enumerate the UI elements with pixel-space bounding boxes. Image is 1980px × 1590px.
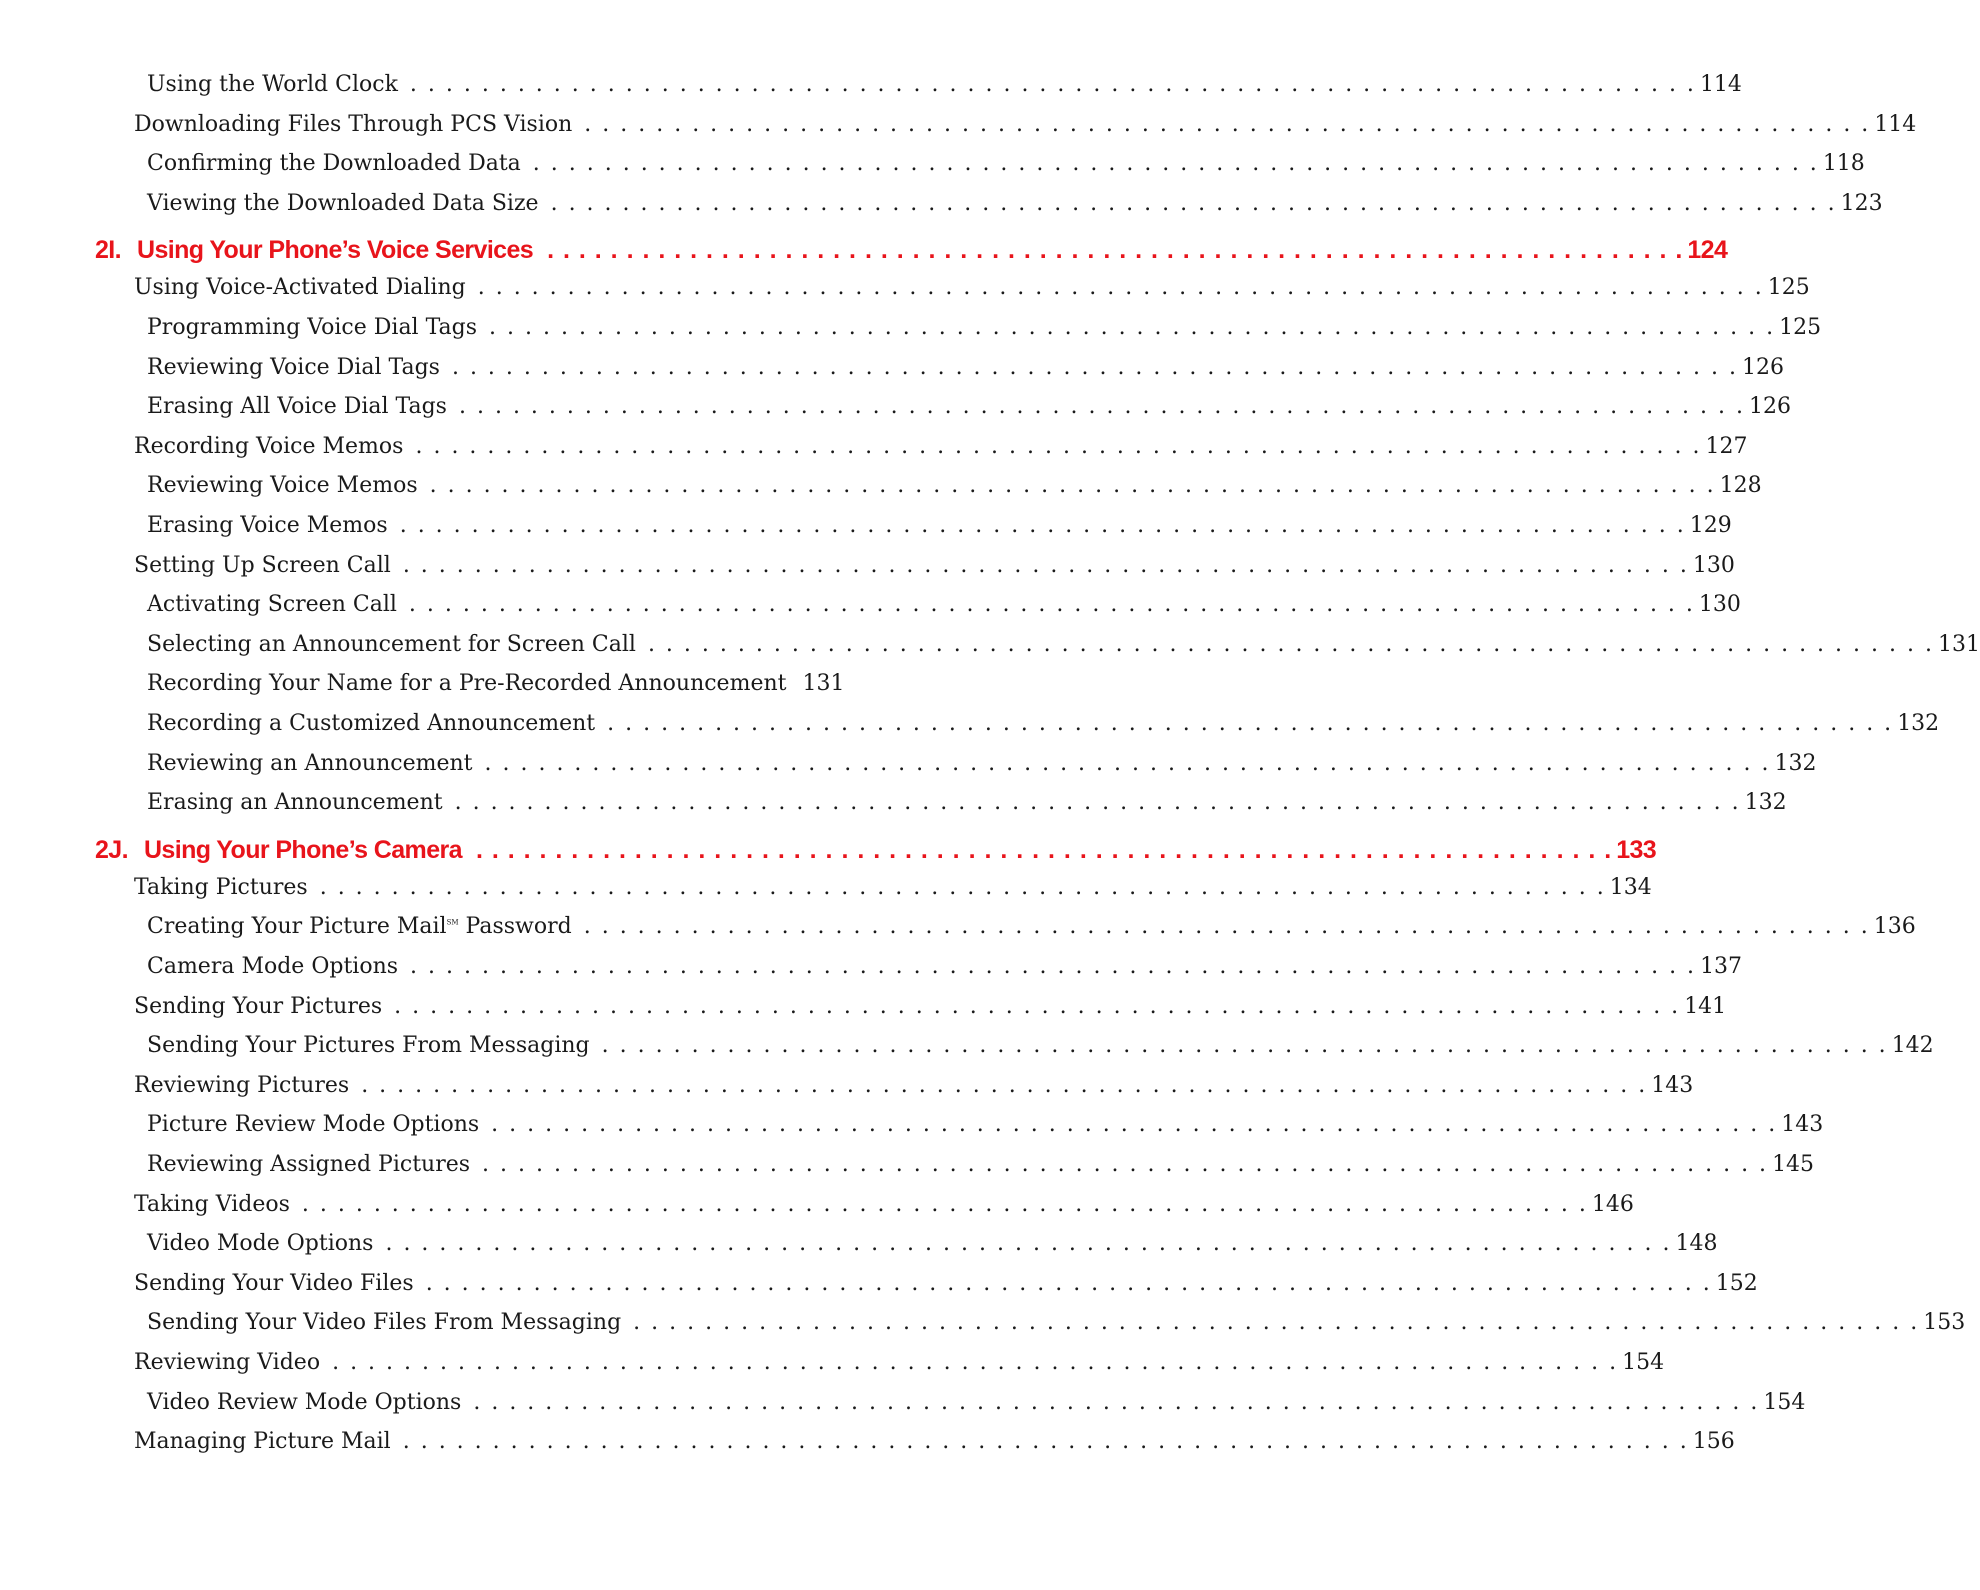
toc-entry[interactable] [147, 671, 845, 697]
toc-entry-label-text: Reviewing Pictures [134, 1072, 350, 1098]
dot-leader: . . . . . . . . . . . . . . . . . . . . . . . . . . . . . . . . . . . . . . . . . . . . . . . . . . . . . . . . . . . . . . . . . . . . . . . . [473, 1389, 1760, 1415]
toc-entry-label [134, 1429, 391, 1454]
toc-entry[interactable] [147, 394, 1792, 420]
toc-entry-label [134, 434, 403, 459]
dot-leader: . . . . . . . . . . . . . . . . . . . . . . . . . . . . . . . . . . . . . . . . . . . . . . . . . . . . . . . . . . . . . . . . . . . . . . . . [547, 236, 1684, 265]
toc-entry-label-text: Confirming the Downloaded Data [147, 151, 521, 177]
toc-entry-label-text: Taking Pictures [134, 874, 308, 900]
toc-section-heading[interactable] [95, 236, 1728, 265]
dot-leader: . . . . . . . . . . . . . . . . . . . . . . . . . . . . . . . . . . . . . . . . . . . . . . . . . . . . . . . . . . . . . . . . . . . . . . . . [425, 1270, 1712, 1296]
dot-leader: . . . . . . . . . . . . . . . . . . . . . . . . . . . . . . . . . . . . . . . . . . . . . . . . . . . . . . . . . . . . . . . . . . . . . . . . [451, 354, 1738, 380]
dot-leader: . . . . . . . . . . . . . . . . . . . . . . . . . . . . . . . . . . . . . . . . . . . . . . . . . . . . . . . . . . . . . . . . . . . . . . . . [532, 151, 1819, 177]
toc-entry-label-text: Using Your Phone’s Voice Services [137, 236, 534, 265]
toc-page-number: 126 [1749, 394, 1792, 420]
toc-entry-label [147, 751, 473, 776]
toc-entry-label [147, 632, 636, 657]
toc-entry-label-text: Taking Videos [134, 1191, 290, 1217]
dot-leader: . . . . . . . . . . . . . . . . . . . . . . . . . . . . . . . . . . . . . . . . . . . . . . . . . . . . . . . . . . . . . . . . . . . . . . . . [491, 1112, 1778, 1138]
toc-entry-label [147, 394, 447, 419]
toc-entry-label [147, 954, 398, 979]
toc-page-number: 156 [1692, 1429, 1735, 1455]
toc-entry[interactable] [147, 315, 1822, 340]
toc-page-number: 137 [1700, 954, 1743, 979]
dot-leader: . . . . . . . . . . . . . . . . . . . . . . . . . . . . . . . . . . . . . . . . . . . . . . . . . . . . . . . . . . . . . . . . . . . . . . . . [399, 513, 1686, 538]
toc-page-number: 133 [1616, 835, 1657, 864]
toc-entry-label-text: Reviewing Video [134, 1350, 321, 1375]
toc-entry-label [147, 1152, 470, 1177]
toc-entry-label-text: Recording Voice Memos [134, 433, 404, 459]
toc-entry-label-text: Camera Mode Options [147, 954, 399, 979]
dot-leader: . . . . . . . . . . . . . . . . . . . . . . . . . . . . . . . . . . . . . . . . . . . . . . . . . . . . . . . . . . . . . . . . . . . . . . . . [454, 790, 1741, 816]
toc-page-number: 154 [1622, 1350, 1665, 1375]
dot-leader: . . . . . . . . . . . . . . . . . . . . . . . . . . . . . . . . . . . . . . . . . . . . . . . . . . . . . . . . . . . . . . . . . . . . . . . . [489, 315, 1776, 340]
toc-page-number: 146 [1591, 1191, 1634, 1217]
dot-leader: . . . . . . . . . . . . . . . . . . . . . . . . . . . . . . . . . . . . . . . . . . . . . . . . . . . . . . . . . . . . . . . . . . . . . . . . [361, 1072, 1648, 1098]
toc-page-number: 134 [1609, 874, 1652, 900]
dot-leader: . . . . . . . . . . . . . . . . . . . . . . . . . . . . . . . . . . . . . . . . . . . . . . . . . . . . . . . . . . . . . . . . . . . . . . . . [607, 711, 1894, 736]
toc-entry[interactable] [134, 111, 1917, 137]
toc-entry-label-text: Erasing Voice Memos [147, 513, 388, 538]
toc-entry-label [147, 914, 572, 939]
toc-page-number: 114 [1874, 111, 1917, 137]
toc-entry[interactable] [147, 151, 1865, 177]
toc-page-number: 143 [1781, 1112, 1824, 1138]
toc-entry-label [134, 112, 572, 137]
toc-entry-label-text: Sending Your Pictures From Messaging [147, 1033, 590, 1059]
toc-entry[interactable] [134, 1429, 1735, 1455]
toc-page-number: 132 [1744, 790, 1787, 816]
toc-entry-label [134, 275, 466, 300]
toc-entry[interactable] [147, 592, 1741, 618]
toc-entry-label [147, 1310, 621, 1335]
toc-entry[interactable] [147, 1231, 1718, 1257]
toc-entry-label-text: Sending Your Pictures [134, 993, 383, 1019]
toc-entry-label-text: Erasing an Announcement [147, 790, 443, 816]
toc-entry-label-text: Reviewing Assigned Pictures [147, 1152, 471, 1177]
toc-entry[interactable] [147, 1112, 1824, 1138]
toc-entry-label-text: Creating Your Picture Mail [147, 914, 447, 940]
dot-leader: . . . . . . . . . . . . . . . . . . . . . . . . . . . . . . . . . . . . . . . . . . . . . . . . . . . . . . . . . . . . . . . . . . . . . . . . [409, 72, 1696, 97]
toc-entry[interactable] [147, 513, 1732, 538]
toc-entry[interactable] [147, 354, 1784, 380]
toc-page-number: 154 [1763, 1389, 1806, 1415]
toc-entry[interactable] [147, 1310, 1966, 1336]
toc-entry-label [134, 994, 382, 1019]
dot-leader: . . . . . . . . . . . . . . . . . . . . . . . . . . . . . . . . . . . . . . . . . . . . . . . . . . . . . . . . . . . . . . . . . . . . . . . . [550, 190, 1837, 216]
dot-leader: . . . . . . . . . . . . . . . . . . . . . . . . . . . . . . . . . . . . . . . . . . . . . . . . . . . . . . . . . . . . . . . . . . . . . . . . [385, 1231, 1672, 1257]
toc-section-number: 2I. [95, 236, 121, 265]
dot-leader: . . . . . . . . . . . . . . . . . . . . . . . . . . . . . . . . . . . . . . . . . . . . . . . . . . . . . . . . . . . . . . . . . . . . . . . . [319, 874, 1606, 900]
toc-entry[interactable] [134, 874, 1652, 900]
toc-section-number: 2J. [95, 835, 128, 864]
toc-entry-label-text: Downloading Files Through PCS Vision [134, 111, 573, 137]
toc-page-number: 131 [1937, 631, 1980, 657]
dot-leader: . . . . . . . . . . . . . . . . . . . . . . . . . . . . . . . . . . . . . . . . . . . . . . . . . . . . . . . . . . . . . . . . . . . . . . . . [301, 1191, 1588, 1217]
dot-leader: . . . . . . . . . . . . . . . . . . . . . . . . . . . . . . . . . . . . . . . . . . . . . . . . . . . . . . . . . . . . . . . . . . . . . . . . [633, 1310, 1920, 1336]
dot-leader: . . . . . . . . . . . . . . . . . . . . . . . . . . . . . . . . . . . . . . . . . . . . . . . . . . . . . . . . . . . . . . . . . . . . . . . . [429, 473, 1716, 499]
toc-page-number: 114 [1699, 72, 1742, 97]
toc-entry[interactable] [147, 1033, 1934, 1059]
toc-entry[interactable] [147, 790, 1787, 816]
toc-entry[interactable] [147, 711, 1940, 736]
toc-page-number: 152 [1715, 1270, 1758, 1296]
toc-entry-label-text: Sending Your Video Files [134, 1270, 414, 1296]
toc-entry-label-text: Erasing All Voice Dial Tags [147, 394, 447, 420]
toc-entry-label [134, 1350, 320, 1375]
toc-page-number: 130 [1698, 592, 1741, 618]
toc-page-number: 145 [1772, 1152, 1815, 1177]
toc-entry-label [147, 1033, 590, 1058]
toc-page-number: 125 [1779, 315, 1822, 340]
toc-page-number: 129 [1689, 513, 1732, 538]
toc-entry-label [147, 315, 477, 340]
toc-entry[interactable] [134, 993, 1727, 1019]
toc-entry-label [137, 236, 533, 265]
toc-entry-label-text: Picture Review Mode Options [147, 1112, 480, 1138]
toc-page-number: 126 [1741, 354, 1784, 380]
toc-entry[interactable] [134, 552, 1735, 578]
toc-entry-label-text: Using Voice-Activated Dialing [134, 275, 466, 301]
toc-page-number: 127 [1705, 433, 1748, 459]
toc-entry[interactable] [147, 1389, 1806, 1415]
toc-entry[interactable] [134, 275, 1810, 301]
toc-entry[interactable] [134, 433, 1748, 459]
toc-entry-label-text: Activating Screen Call [147, 592, 397, 618]
toc-page-number: 128 [1719, 473, 1762, 499]
toc-entry[interactable] [147, 72, 1742, 97]
dot-leader: . . . . . . . . . . . . . . . . . . . . . . . . . . . . . . . . . . . . . . . . . . . . . . . . . . . . . . . . . . . . . . . . . . . . . . . . [410, 954, 1697, 979]
toc-entry[interactable] [134, 1191, 1634, 1217]
toc-entry-label [147, 671, 786, 696]
dot-leader: . . . . . . . . . . . . . . . . . . . . . . . . . . . . . . . . . . . . . . . . . . . . . . . . . . . . . . . . . . . . . . . . . . . . . . . . [415, 433, 1702, 459]
toc-entry-label [147, 151, 521, 176]
toc-entry-label [147, 1112, 479, 1137]
toc-entry[interactable] [147, 750, 1817, 776]
toc-entry-label-text: Video Mode Options [147, 1231, 374, 1257]
toc-entry-label [134, 1073, 349, 1098]
dot-leader: . . . . . . . . . . . . . . . . . . . . . . . . . . . . . . . . . . . . . . . . . . . . . . . . . . . . . . . . . . . . . . . . . . . . . . . . [402, 1429, 1689, 1455]
toc-page-number: 132 [1774, 750, 1817, 776]
dot-leader: . . . . . . . . . . . . . . . . . . . . . . . . . . . . . . . . . . . . . . . . . . . . . . . . . . . . . . . . . . . . . . . . . . . . . . . . [583, 914, 1870, 940]
toc-section-heading[interactable] [95, 835, 1657, 865]
toc-entry-label-text: Viewing the Downloaded Data Size [147, 190, 539, 216]
dot-leader: . . . . . . . . . . . . . . . . . . . . . . . . . . . . . . . . . . . . . . . . . . . . . . . . . . . . . . . . . . . . . . . . . . . . . . . . [647, 631, 1934, 657]
service-mark: SM [446, 919, 459, 928]
toc-entry-label-text: Reviewing an Announcement [147, 750, 473, 776]
toc-entry[interactable] [147, 631, 1980, 657]
dot-leader: . . . . . . . . . . . . . . . . . . . . . . . . . . . . . . . . . . . . . . . . . . . . . . . . . . . . . . . . . . . . . . . . . . . . . . . . [477, 275, 1764, 301]
toc-page-number: 130 [1692, 552, 1735, 578]
toc-entry[interactable] [134, 1270, 1758, 1296]
toc-entry-label [147, 1390, 461, 1415]
toc-entry-label [147, 790, 443, 815]
toc-page-number: 132 [1897, 711, 1940, 736]
toc-entry-label [147, 513, 388, 538]
toc-entry[interactable] [147, 190, 1883, 216]
toc-entry-label-text: Managing Picture Mail [134, 1429, 391, 1455]
toc-page-number: 153 [1923, 1310, 1966, 1336]
dot-leader: . . . . . . . . . . . . . . . . . . . . . . . . . . . . . . . . . . . . . . . . . . . . . . . . . . . . . . . . . . . . . . . . . . . . . . . . [601, 1033, 1888, 1059]
toc-page-number: 118 [1822, 151, 1865, 177]
dot-leader: . . . . . . . . . . . . . . . . . . . . . . . . . . . . . . . . . . . . . . . . . . . . . . . . . . . . . . . . . . . . . . . . . . . . . . . . [458, 394, 1746, 420]
toc-entry[interactable] [147, 914, 1916, 940]
toc-entry-label [147, 1231, 373, 1256]
toc-entry-label-text: Selecting an Announcement for Screen Call [147, 631, 636, 657]
toc-entry[interactable] [147, 954, 1743, 979]
dot-leader: . . . . . . . . . . . . . . . . . . . . . . . . . . . . . . . . . . . . . . . . . . . . . . . . . . . . . . . . . . . . . . . . . . . . . . . . [584, 111, 1871, 137]
toc-entry-label-text: Reviewing Voice Dial Tags [147, 354, 440, 380]
toc-entry-label [147, 592, 397, 617]
toc-entry-label [147, 72, 398, 97]
toc-page-number: 136 [1873, 914, 1916, 940]
toc-page-number: 124 [1687, 236, 1728, 265]
toc-page-number: 142 [1891, 1033, 1934, 1059]
toc-page-number: 123 [1840, 190, 1883, 216]
toc-page-number: 125 [1767, 275, 1810, 301]
dot-leader: . . . . . . . . . . . . . . . . . . . . . . . . . . . . . . . . . . . . . . . . . . . . . . . . . . . . . . . . . . . . . . . . . . . . . . . . [482, 1152, 1769, 1177]
toc-entry-label-text: Programming Voice Dial Tags [147, 315, 478, 340]
dot-leader: . . . . . . . . . . . . . . . . . . . . . . . . . . . . . . . . . . . . . . . . . . . . . . . . . . . . . . . . . . . . . . . . . . . . . . . . [402, 552, 1689, 578]
dot-leader: . . . . . . . . . . . . . . . . . . . . . . . . . . . . . . . . . . . . . . . . . . . . . . . . . . . . . . . . . . . . . . . . . . . . . . . . [484, 750, 1771, 776]
toc-entry-label-text: Sending Your Video Files From Messaging [147, 1310, 622, 1336]
toc-entry-label-text: Using the World Clock [147, 72, 398, 97]
toc-entry-label-text: Recording a Customized Announcement [147, 711, 596, 736]
toc-entry-label-text: Recording Your Name for a Pre-Recorded Announcement [147, 671, 787, 697]
toc-entry-label [134, 1192, 290, 1217]
toc-page-number: 143 [1651, 1072, 1694, 1098]
dot-leader: . . . . . . . . . . . . . . . . . . . . . . . . . . . . . . . . . . . . . . . . . . . . . . . . . . . . . . . . . . . . . . . . . . . . . . . . [332, 1350, 1619, 1375]
toc-entry[interactable] [134, 1350, 1665, 1375]
toc-entry-label-text: Using Your Phone’s Camera [143, 835, 462, 864]
dot-leader: . . . . . . . . . . . . . . . . . . . . . . . . . . . . . . . . . . . . . . . . . . . . . . . . . . . . . . . . . . . . . . . . . . . . . . . . [408, 592, 1695, 618]
toc-page-number: 148 [1675, 1231, 1718, 1257]
dot-leader: . . . . . . . . . . . . . . . . . . . . . . . . . . . . . . . . . . . . . . . . . . . . . . . . . . . . . . . . . . . . . . . . . . . . . . . . [475, 835, 1613, 864]
toc-entry-label [134, 875, 308, 900]
toc-entry-label [134, 553, 391, 578]
toc-page-number: 141 [1684, 993, 1727, 1019]
toc-entry-label [147, 711, 595, 736]
toc-entry-label-suffix: Password [458, 914, 572, 940]
dot-leader: . . . . . . . . . . . . . . . . . . . . . . . . . . . . . . . . . . . . . . . . . . . . . . . . . . . . . . . . . . . . . . . . . . . . . . . . [394, 993, 1681, 1019]
toc-entry-label-text: Setting Up Screen Call [134, 552, 391, 578]
toc-entry-label-text: Reviewing Voice Memos [147, 473, 418, 499]
toc-entry-label [134, 1271, 414, 1296]
toc-entry[interactable] [147, 1152, 1815, 1177]
toc-entry[interactable] [134, 1072, 1694, 1098]
toc-entry-label [147, 355, 440, 380]
toc-entry[interactable] [147, 473, 1762, 499]
toc-page-number: 131 [802, 671, 845, 697]
toc-entry-label [147, 191, 539, 216]
toc-entry-label [147, 473, 418, 498]
toc-entry-label [144, 836, 462, 865]
toc-entry-label-text: Video Review Mode Options [147, 1389, 462, 1415]
